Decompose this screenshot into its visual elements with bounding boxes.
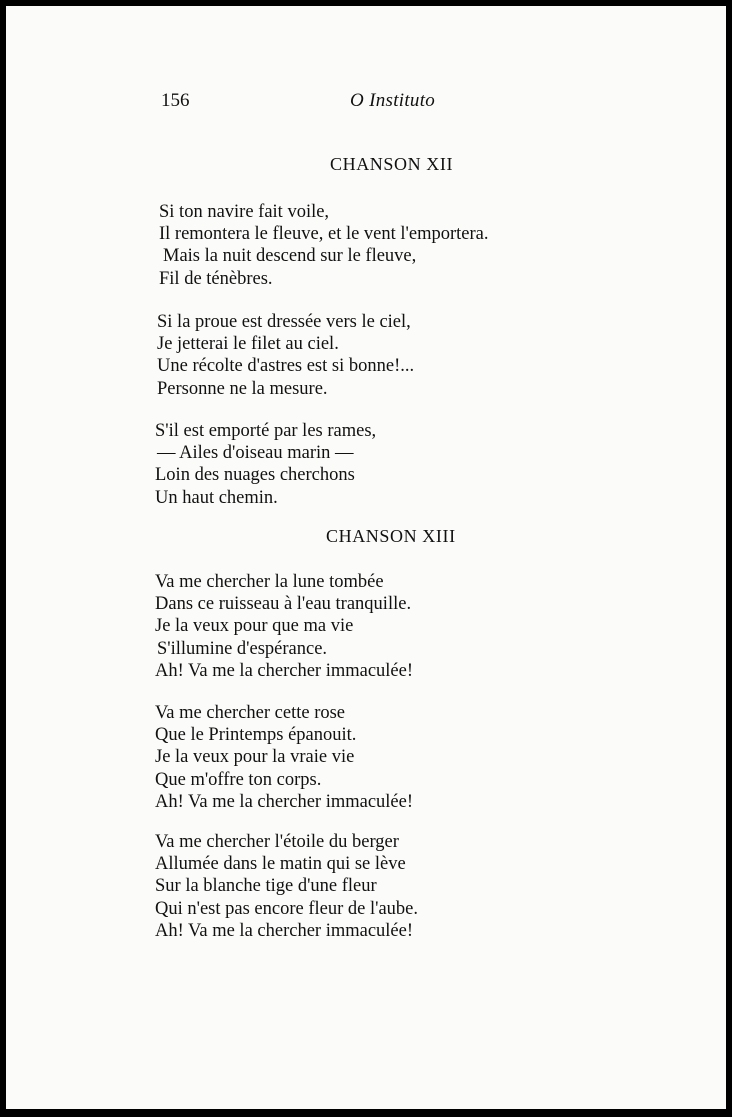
- chanson-xiii-stanza-3: [155, 831, 418, 942]
- verse-line: Ah! Va me la chercher immaculée!: [155, 660, 414, 681]
- verse-line: Je la veux pour la vraie vie: [155, 747, 355, 768]
- verse-line: Si ton navire fait voile,: [159, 202, 330, 222]
- verse-line: Sur la blanche tige d'une fleur: [155, 876, 377, 897]
- book-page: [6, 6, 717, 1109]
- verse-line: Allumée dans le matin qui se lève: [155, 854, 406, 875]
- verse-line: Mais la nuit descend sur le fleuve,: [163, 246, 417, 267]
- verse-line: Ah! Va me la chercher immaculée!: [155, 791, 414, 812]
- verse-line: Je jetterai le filet au ciel.: [157, 334, 339, 355]
- chanson-xii-stanza-3: [155, 420, 376, 509]
- verse-line: S'illumine d'espérance.: [157, 638, 328, 659]
- chanson-xii-stanza-1: [159, 201, 489, 290]
- verse-line: Ah! Va me la chercher immaculée!: [155, 920, 414, 941]
- verse-line: Un haut chemin.: [155, 487, 278, 508]
- verse-line: Qui n'est pas encore fleur de l'aube.: [155, 898, 418, 919]
- chanson-xiii-title: CHANSON XIII: [326, 526, 456, 546]
- verse-line: S'il est emporté par les rames,: [155, 421, 377, 441]
- verse-line: Fil de ténèbres.: [159, 268, 273, 289]
- verse-line: Je la veux pour que ma vie: [155, 616, 354, 637]
- verse-line: — Ailes d'oiseau marin —: [157, 443, 354, 464]
- verse-line: Va me chercher la lune tombée: [155, 572, 384, 592]
- verse-line: Dans ce ruisseau à l'eau tranquille.: [155, 594, 412, 615]
- chanson-xii-stanza-2: [157, 311, 414, 400]
- verse-line: Que m'offre ton corps.: [155, 769, 322, 790]
- chanson-xii-title: CHANSON XII: [330, 154, 454, 174]
- page-right-margin: [717, 6, 726, 1109]
- page-number: 156: [161, 90, 190, 111]
- chanson-xiii-stanza-1: [155, 571, 413, 682]
- verse-line: Va me chercher cette rose: [155, 703, 346, 723]
- verse-line: Personne ne la mesure.: [157, 378, 328, 399]
- chanson-xiii-stanza-2: [155, 702, 413, 813]
- running-title: O Instituto: [350, 90, 436, 111]
- verse-line: Si la proue est dressée vers le ciel,: [157, 312, 411, 332]
- verse-line: Une récolte d'astres est si bonne!...: [157, 356, 415, 377]
- verse-line: Il remontera le fleuve, et le vent l'emportera.: [159, 224, 489, 245]
- verse-line: Va me chercher l'étoile du berger: [155, 832, 399, 852]
- verse-line: Loin des nuages cherchons: [155, 465, 355, 486]
- verse-line: Que le Printemps épanouit.: [155, 725, 357, 746]
